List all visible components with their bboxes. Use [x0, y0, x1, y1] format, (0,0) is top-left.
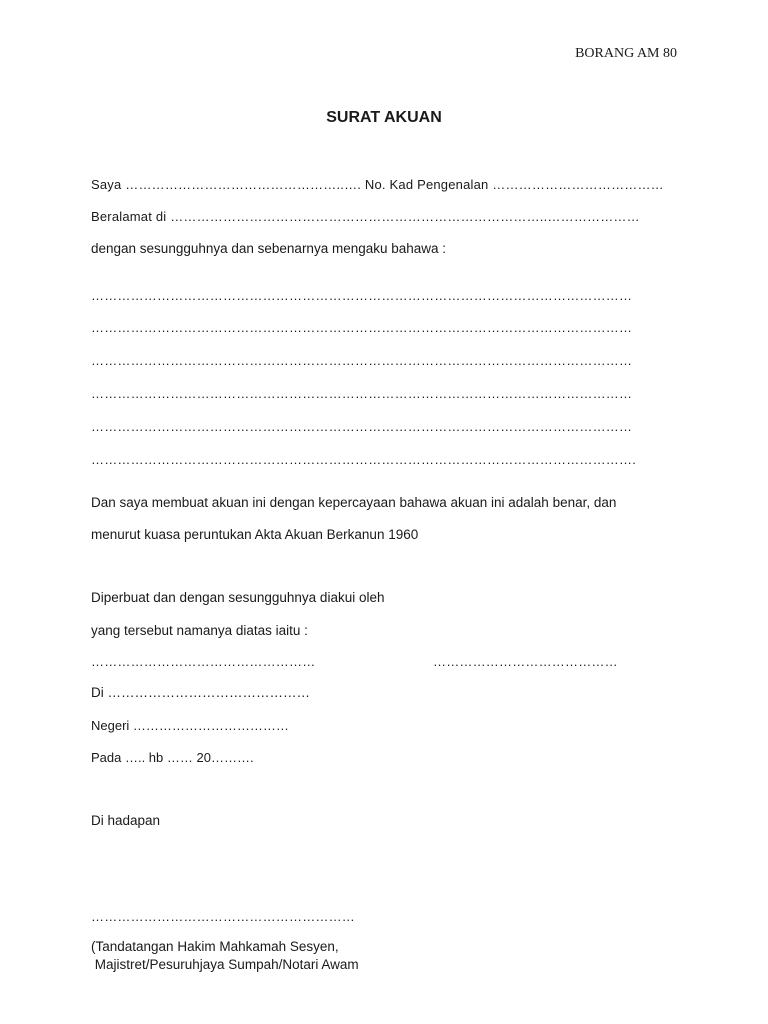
address-line[interactable]: Beralamat di …………………………………………………………………………..………………… — [91, 209, 640, 224]
statement-blank-line-6[interactable]: ……………………………………………………………………………………………………………. — [91, 452, 637, 467]
made-by-line-2: yang tersebut namanya diatas iaitu : — [91, 623, 308, 638]
declarant-name-line[interactable]: …………………………………… — [433, 654, 618, 669]
declarant-signature-line[interactable]: …………………………………………… — [91, 654, 316, 669]
statement-blank-line-4[interactable]: …………………………………………………………………………………………………………… — [91, 386, 633, 401]
witness-caption-line-2: Majistret/Pesuruhjaya Sumpah/Notari Awam — [91, 957, 359, 972]
page-title: SURAT AKUAN — [326, 109, 442, 126]
statement-blank-line-2[interactable]: …………………………………………………………………………………………………………… — [91, 320, 633, 335]
witness-label: Di hadapan — [91, 813, 161, 828]
witness-signature-line[interactable]: …………………………………………………… — [91, 909, 355, 924]
statement-blank-line-5[interactable]: …………………………………………………………………………………………………………… — [91, 419, 633, 434]
declaration-line-1: Dan saya membuat akuan ini dengan kepercayaan bahawa akuan ini adalah benar, dan — [91, 495, 617, 510]
place-line[interactable]: Di ……………………………………… — [91, 685, 310, 700]
witness-caption-line-1: (Tandatangan Hakim Mahkamah Sesyen, — [91, 939, 339, 954]
form-code: BORANG AM 80 — [575, 46, 677, 61]
solemn-affirmation-text: dengan sesungguhnya dan sebenarnya mengaku bahawa : — [91, 241, 447, 256]
statement-blank-line-1[interactable]: …………………………………………………………………………………………………………… — [91, 288, 633, 303]
state-line[interactable]: Negeri ……………………………… — [91, 718, 289, 733]
date-line[interactable]: Pada ….. hb …… 20………. — [91, 750, 254, 765]
made-by-line-1: Diperbuat dan dengan sesungguhnya diakui oleh — [91, 590, 385, 605]
name-ic-line[interactable]: Saya …………………………………………..…. No. Kad Pengenalan ………………………………… — [91, 177, 664, 192]
declaration-line-2: menurut kuasa peruntukan Akta Akuan Berkanun 1960 — [91, 527, 419, 542]
statement-blank-line-3[interactable]: …………………………………………………………………………………………………………… — [91, 353, 633, 368]
